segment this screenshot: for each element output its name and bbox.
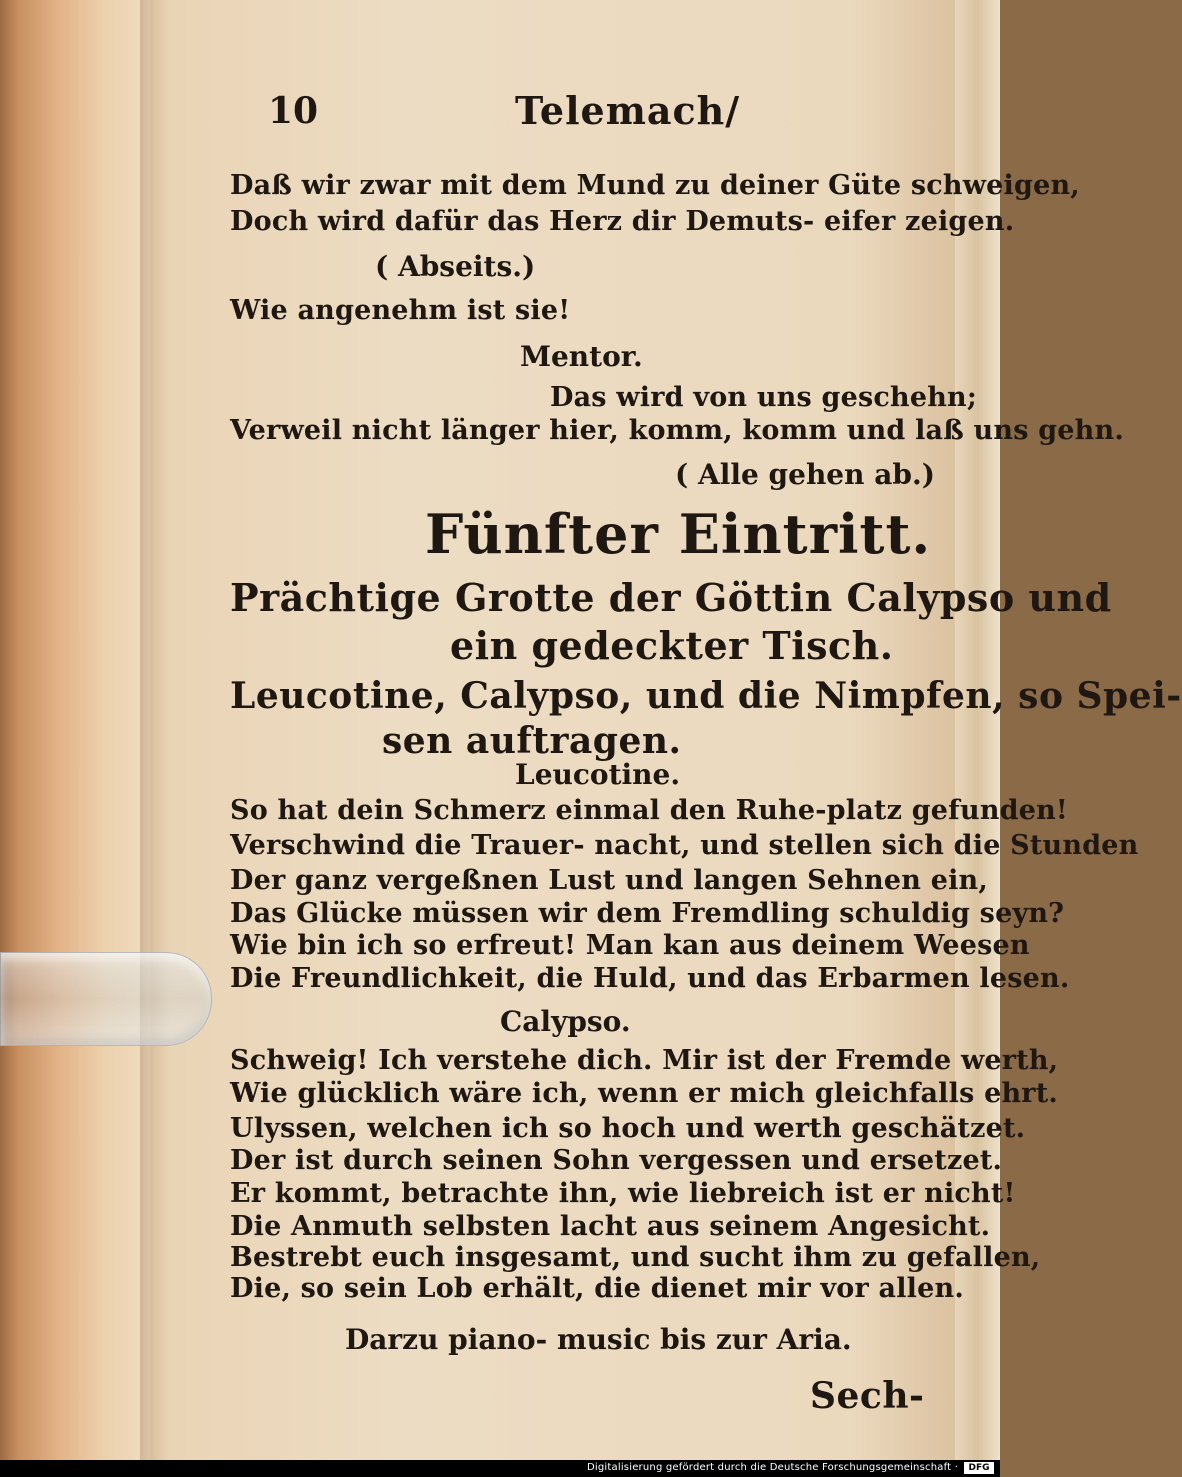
left-page-edge bbox=[0, 0, 150, 1460]
verse-line: Daß wir zwar mit dem Mund zu deiner Güte schweigen, bbox=[230, 170, 1080, 201]
verse-line: Wie angenehm ist sie! bbox=[230, 295, 571, 326]
verse-line: Das Glücke müssen wir dem Fremdling schuldig seyn? bbox=[230, 898, 1065, 929]
verse-line: Wie glücklich wäre ich, wenn er mich gleichfalls ehrt. bbox=[230, 1078, 1058, 1109]
verse-line: Doch wird dafür das Herz dir Demuts- eifer zeigen. bbox=[230, 206, 1015, 237]
verse-line: Er kommt, betrachte ihn, wie liebreich ist er nicht! bbox=[230, 1178, 1016, 1209]
stage-direction-aside: ( Abseits.) bbox=[375, 250, 536, 283]
verse-line: Verweil nicht länger hier, komm, komm und laß uns gehn. bbox=[230, 415, 1124, 446]
scene-title: Fünfter Eintritt. bbox=[425, 502, 932, 566]
speaker-mentor: Mentor. bbox=[520, 340, 643, 373]
digitization-footer bbox=[0, 1460, 1000, 1477]
verse-line: Die Anmuth selbsten lacht aus seinem Angesicht. bbox=[230, 1211, 991, 1242]
verse-line: Ulyssen, welchen ich so hoch und werth geschätzet. bbox=[230, 1113, 1026, 1144]
dfg-logo: DFG bbox=[964, 1462, 994, 1474]
speaker-calypso: Calypso. bbox=[500, 1005, 631, 1038]
verse-line: Der ist durch seinen Sohn vergessen und ersetzet. bbox=[230, 1145, 1003, 1176]
glass-page-clip bbox=[0, 952, 212, 1046]
stage-direction-music: Darzu piano- music bis zur Aria. bbox=[345, 1323, 852, 1356]
scene-setting-line: ein gedeckter Tisch. bbox=[450, 623, 894, 668]
verse-line: Schweig! Ich verstehe dich. Mir ist der Fremde werth, bbox=[230, 1045, 1059, 1076]
stage-direction-exit: ( Alle gehen ab.) bbox=[675, 458, 935, 491]
running-head: Telemach/ bbox=[515, 88, 741, 133]
verse-line: So hat dein Schmerz einmal den Ruhe-platz gefunden! bbox=[230, 795, 1068, 826]
verse-line: Bestrebt euch insgesamt, und sucht ihm zu gefallen, bbox=[230, 1242, 1041, 1273]
footer-credit: Digitalisierung gefördert durch die Deutsche Forschungsgemeinschaft · bbox=[587, 1462, 958, 1473]
scene-characters-line: sen auftragen. bbox=[382, 720, 682, 762]
verse-line: Wie bin ich so erfreut! Man kan aus deinem Weesen bbox=[230, 930, 1030, 961]
page-number: 10 bbox=[268, 90, 319, 132]
scene-characters-line: Leucotine, Calypso, und die Nimpfen, so Spei- bbox=[230, 675, 1182, 717]
book-page bbox=[160, 20, 1182, 1460]
verse-line: Der ganz vergeßnen Lust und langen Sehnen ein, bbox=[230, 865, 988, 896]
catchword: Sech- bbox=[810, 1375, 925, 1417]
speaker-leucotine: Leucotine. bbox=[515, 758, 681, 791]
verse-line: Das wird von uns geschehn; bbox=[550, 382, 978, 413]
verse-line: Die, so sein Lob erhält, die dienet mir vor allen. bbox=[230, 1273, 964, 1304]
scene-setting-line: Prächtige Grotte der Göttin Calypso und bbox=[230, 575, 1112, 620]
verse-line: Die Freundlichkeit, die Huld, und das Erbarmen lesen. bbox=[230, 963, 1070, 994]
verse-line: Verschwind die Trauer- nacht, und stellen sich die Stunden bbox=[230, 830, 1139, 861]
